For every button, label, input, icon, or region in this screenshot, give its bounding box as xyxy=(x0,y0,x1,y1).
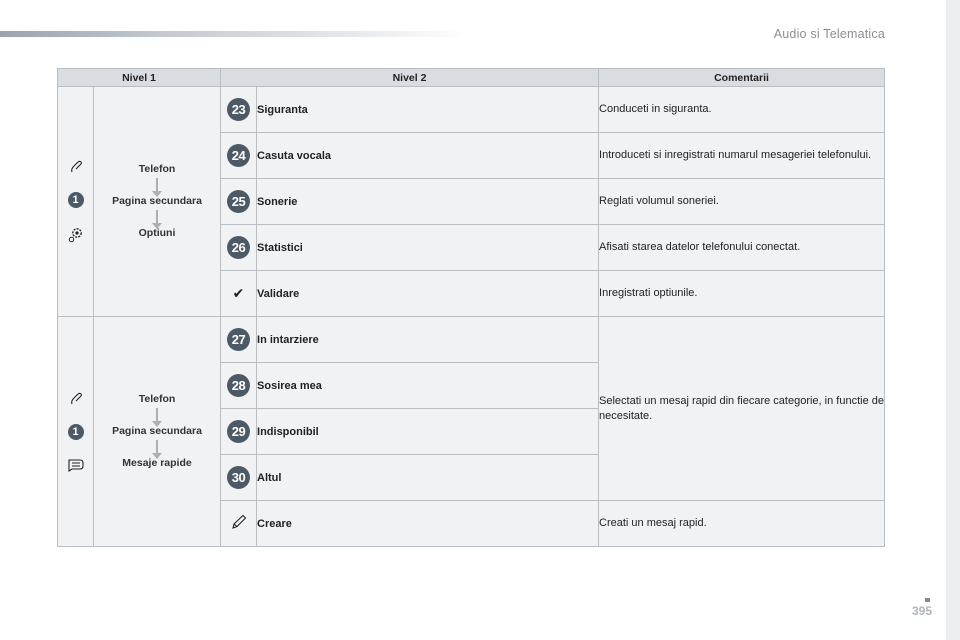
function-label: Siguranta xyxy=(257,87,599,133)
function-label: Indisponibil xyxy=(257,409,599,455)
comment-text: Introduceti si inregistrati numarul mesageriei telefonului. xyxy=(599,133,885,179)
number-badge: 27 xyxy=(227,328,250,351)
function-label: Casuta vocala xyxy=(257,133,599,179)
function-label: In intarziere xyxy=(257,317,599,363)
number-badge: 26 xyxy=(227,236,250,259)
num-cell xyxy=(221,225,257,271)
path-telefon: Telefon xyxy=(138,393,176,405)
function-label: Altul xyxy=(257,455,599,501)
path-mesaje-rapide: Mesaje rapide xyxy=(122,457,192,469)
table-row xyxy=(58,87,885,133)
function-label: Statistici xyxy=(257,225,599,271)
header-level1: Nivel 1 xyxy=(58,69,221,87)
function-label: Validare xyxy=(257,271,599,317)
comment-text: Reglati volumul soneriei. xyxy=(599,179,885,225)
function-label: Sonerie xyxy=(257,179,599,225)
number-badge: 28 xyxy=(227,374,250,397)
number-badge: 30 xyxy=(227,466,250,489)
menu-table xyxy=(57,68,885,547)
page-marker xyxy=(925,598,930,602)
function-label: Sosirea mea xyxy=(257,363,599,409)
level1-path-cell xyxy=(94,87,221,317)
arrow-down-icon xyxy=(156,178,158,192)
header-level2: Nivel 2 xyxy=(221,69,599,87)
page-side-strip xyxy=(946,0,960,640)
num-cell xyxy=(221,455,257,501)
num-cell xyxy=(221,317,257,363)
number-badge: 29 xyxy=(227,420,250,443)
num-cell xyxy=(221,87,257,133)
header-comments: Comentarii xyxy=(599,69,885,87)
comment-text: Creati un mesaj rapid. xyxy=(599,501,885,547)
arrow-down-icon xyxy=(156,210,158,224)
num-cell xyxy=(221,179,257,225)
phone-icon xyxy=(69,392,83,406)
path-pagina-secundara: Pagina secundara xyxy=(112,195,202,207)
level-badge: 1 xyxy=(68,192,84,208)
num-cell xyxy=(221,363,257,409)
phone-icon xyxy=(69,160,83,174)
gear-icon xyxy=(67,226,85,244)
pencil-icon xyxy=(231,514,247,533)
num-cell xyxy=(221,409,257,455)
comment-text: Afisati starea datelor telefonului conectat. xyxy=(599,225,885,271)
num-cell xyxy=(221,501,257,547)
path-telefon: Telefon xyxy=(138,163,176,175)
function-label: Creare xyxy=(257,501,599,547)
path-pagina-secundara: Pagina secundara xyxy=(112,425,202,437)
arrow-down-icon xyxy=(156,408,158,422)
number-badge: 24 xyxy=(227,144,250,167)
number-badge: 25 xyxy=(227,190,250,213)
num-cell xyxy=(221,133,257,179)
number-badge: 23 xyxy=(227,98,250,121)
arrow-down-icon xyxy=(156,440,158,454)
table-row xyxy=(58,317,885,363)
comment-text: Conduceti in siguranta. xyxy=(599,87,885,133)
level-badge: 1 xyxy=(68,424,84,440)
path-optiuni: Optiuni xyxy=(138,227,176,239)
shared-comment-text: Selectati un mesaj rapid din fiecare categorie, in functie de necesitate. xyxy=(599,317,885,501)
level1-icons-cell xyxy=(58,317,94,547)
check-icon: ✔ xyxy=(232,285,245,301)
level1-icons-cell xyxy=(58,87,94,317)
header-accent-bar xyxy=(0,31,470,37)
message-list-icon xyxy=(67,458,85,472)
comment-text: Inregistrati optiunile. xyxy=(599,271,885,317)
page-number: 395 xyxy=(911,604,932,618)
num-cell xyxy=(221,271,257,317)
section-title: Audio si Telematica xyxy=(773,27,885,41)
level1-path-cell xyxy=(94,317,221,547)
